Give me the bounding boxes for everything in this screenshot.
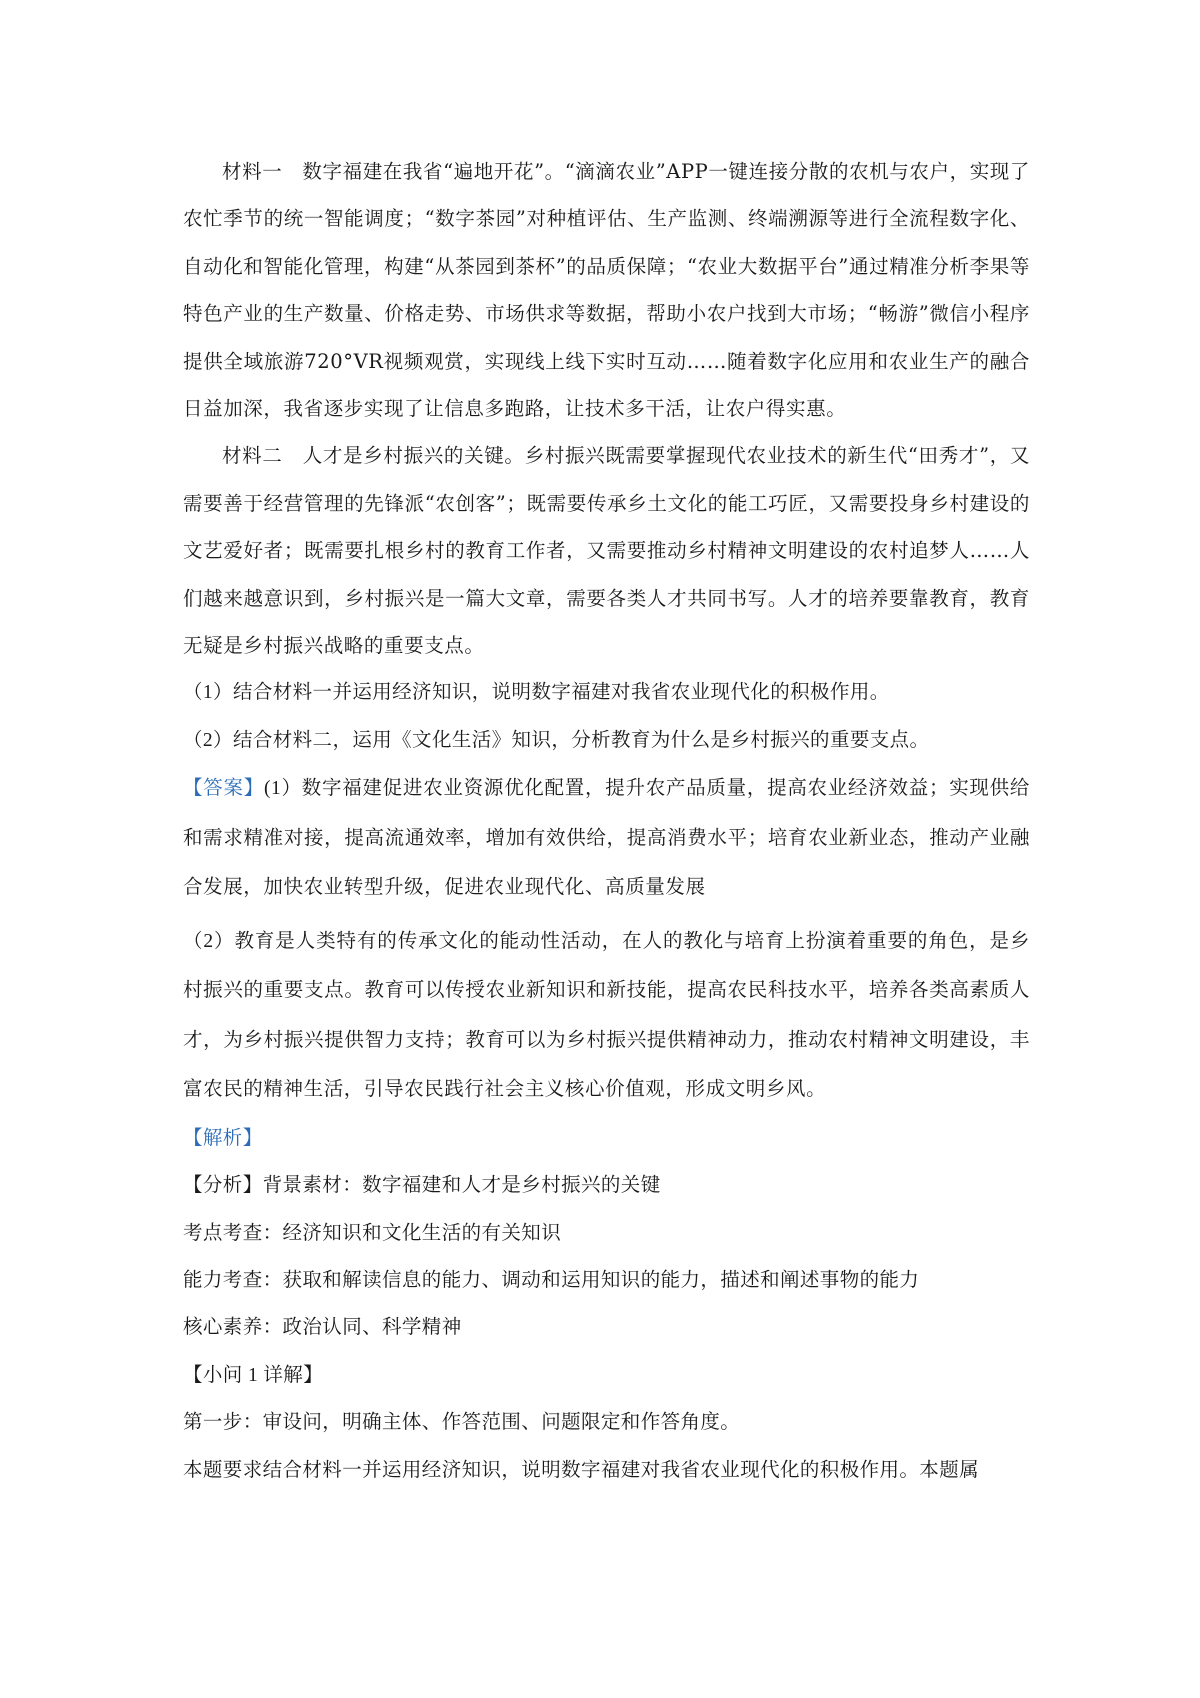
document-page xyxy=(183,148,1030,1494)
answer-one-paragraph xyxy=(183,764,1030,913)
analysis-line: 能力考查：获取和解读信息的能力、调动和运用知识的能力，描述和阐述事物的能力 xyxy=(183,1270,920,1291)
analysis-tag: 【解析】 xyxy=(183,1127,263,1149)
analysis-line: 【小问 1 详解】 xyxy=(183,1364,324,1386)
analysis-line: 【分析】背景素材：数字福建和人才是乡村振兴的关键 xyxy=(183,1175,661,1197)
answer-two-paragraph: （2）教育是人类特有的传承文化的能动性活动，在人的教化与培育上扮演着重要的角色，是乡村振兴的重要支点。教育可以传授农业新知识和新技能，提高农民科技水平，培养各类高素质人才，为乡村振兴提供智力支持；教育可以为乡村振兴提供精神动力，推动农村精神文明建设，丰富农民的精神生活，引导农民践行社会主义核心价值观，形成文明乡风。 xyxy=(183,930,1030,1101)
answer-one-text: (1）数字福建促进农业资源优化配置，提升农产品质量，提高农业经济效益；实现供给和需求精准对接，提高流通效率，增加有效供给，提高消费水平；培育农业新业态，推动产业融合发展，加快农业转型升级，促进农业现代化、高质量发展 xyxy=(183,778,1030,899)
material-two-paragraph: 材料二 人才是乡村振兴的关键。乡村振兴既需要掌握现代农业技术的新生代“田秀才”，又需要善于经营管理的先锋派“农创客”；既需要传承乡土文化的能工巧匠，又需要投身乡村建设的文艺爱好者；既需要扎根乡村的教育工作者，又需要推动乡村精神文明建设的农村追梦人……人们越来越意识到，乡村振兴是一篇大文章，需要各类人才共同书写。人才的培养要靠教育，教育无疑是乡村振兴战略的重要支点。 xyxy=(183,444,1030,658)
analysis-line: 考点考查：经济知识和文化生活的有关知识 xyxy=(183,1222,562,1244)
analysis-line: 第一步：审设问，明确主体、作答范围、问题限定和作答角度。 xyxy=(183,1412,741,1434)
question-two: （2）结合材料二，运用《文化生活》知识，分析教育为什么是乡村振兴的重要支点。 xyxy=(183,729,930,751)
answer-tag: 【答案】 xyxy=(183,778,264,800)
analysis-line: 核心素养：政治认同、科学精神 xyxy=(183,1317,462,1339)
material-one-paragraph: 材料一 数字福建在我省“遍地开花”。“滴滴农业”APP一键连接分散的农机与农户，实现了农忙季节的统一智能调度；“数字茶园”对种植评估、生产监测、终端溯源等进行全流程数字化、自动化和智能化管理，构建“从茶园到茶杯”的品质保障；“农业大数据平台”通过精准分析李果等特色产业的生产数量、价格走势、市场供求等数据，帮助小农户找到大市场；“畅游”微信小程序提供全域旅游720°VR视频观赏，实现线上线下实时互动……随着数字化应用和农业生产的融合日益加深，我省逐步实现了让信息多跑路，让技术多干活，让农户得实惠。 xyxy=(183,160,1030,421)
analysis-line: 本题要求结合材料一并运用经济知识，说明数字福建对我省农业现代化的积极作用。本题属 xyxy=(183,1459,980,1481)
question-one: （1）结合材料一并运用经济知识，说明数字福建对我省农业现代化的积极作用。 xyxy=(183,682,890,704)
